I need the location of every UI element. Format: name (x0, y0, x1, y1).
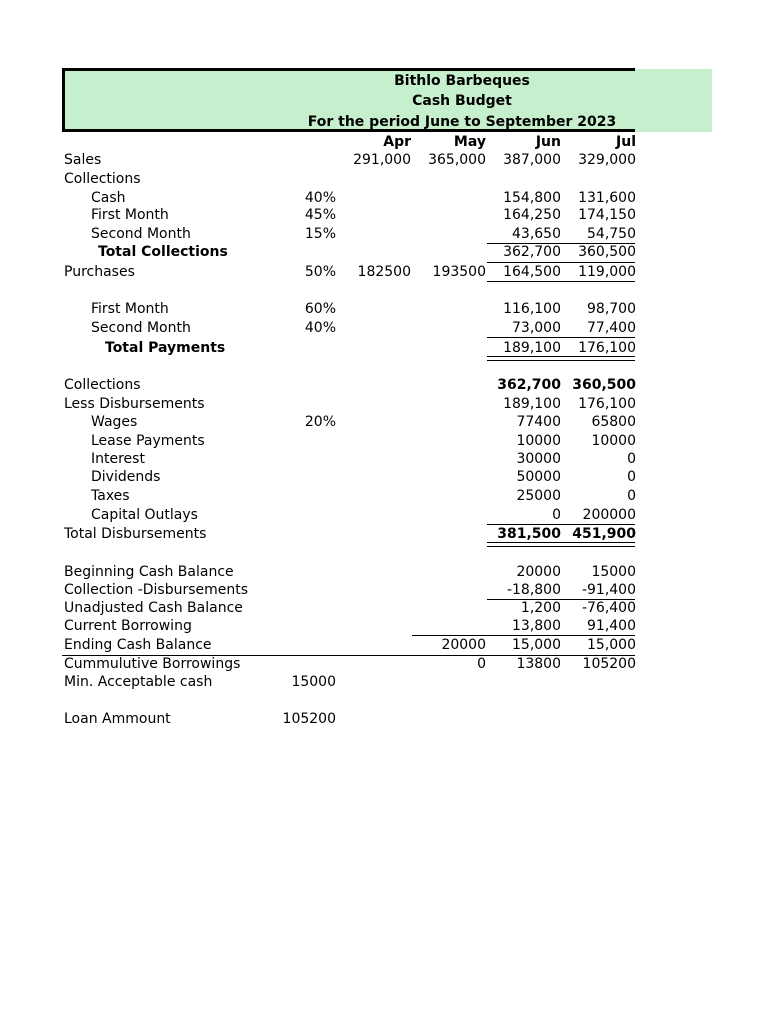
cell-jun: 116,100 (503, 301, 561, 317)
cell-jun: 15,000 (512, 637, 561, 653)
row-collections-2 (0, 376, 768, 394)
cell-pct: 50% (304, 264, 336, 280)
row-interest (0, 450, 768, 468)
cell-jun: 13800 (516, 656, 561, 672)
row-loan-amount (0, 710, 768, 728)
cell-may: 193500 (432, 264, 486, 280)
row-pay-first-month (0, 300, 768, 318)
cell-jul: 98,700 (587, 301, 636, 317)
row-less-disbursements (0, 395, 768, 413)
cell-jul: -76,400 (581, 600, 636, 616)
row-unadjusted-cash (0, 599, 768, 617)
report-period: For the period June to September 2023 (307, 114, 617, 130)
cell-jun: 189,100 (503, 340, 561, 356)
cell-jul: 15,000 (587, 637, 636, 653)
row-collections-head (0, 170, 768, 188)
cell-jun: 387,000 (503, 152, 561, 168)
cell-jul: 91,400 (587, 618, 636, 634)
row-label: Total Payments (105, 340, 226, 356)
row-label: Cummulutive Borrowings (64, 656, 241, 672)
cell-jul: 176,100 (578, 340, 636, 356)
row-label: Interest (91, 451, 145, 467)
cell-may: 0 (477, 656, 486, 672)
cell-jun: -18,800 (506, 582, 561, 598)
row-label: Sales (64, 152, 102, 168)
row-label: Loan Ammount (64, 711, 171, 727)
row-label: Taxes (91, 488, 130, 504)
cell-pct: 45% (304, 207, 336, 223)
cell-jul: 360,500 (578, 244, 636, 260)
cell-jul: 10000 (591, 433, 636, 449)
cell-jul: 174,150 (578, 207, 636, 223)
row-label: Wages (91, 414, 138, 430)
cell-jul: -91,400 (581, 582, 636, 598)
row-label: First Month (91, 301, 169, 317)
cell-jul: 15000 (591, 564, 636, 580)
col-may: May (453, 134, 486, 150)
cell-value: 15000 (291, 674, 336, 690)
cell-jun: 164,500 (503, 264, 561, 280)
row-label: Beginning Cash Balance (64, 564, 234, 580)
row-taxes (0, 487, 768, 505)
cell-jun: 362,700 (497, 377, 561, 393)
cell-jul: 65800 (591, 414, 636, 430)
row-label: Collections (64, 377, 141, 393)
cell-jun: 77400 (516, 414, 561, 430)
total-double-rule (487, 356, 635, 361)
subtotal-rule (487, 337, 635, 338)
row-label: Dividends (91, 469, 161, 485)
cell-may: 365,000 (428, 152, 486, 168)
row-total-disbursements (0, 525, 768, 543)
cell-jun: 20000 (516, 564, 561, 580)
cell-jul: 360,500 (572, 377, 636, 393)
row-total-collections (0, 243, 768, 261)
row-label: Cash (91, 190, 126, 206)
cell-jul: 119,000 (578, 264, 636, 280)
cell-pct: 40% (304, 320, 336, 336)
cell-jun: 1,200 (520, 600, 561, 616)
row-wages (0, 413, 768, 431)
cell-jun: 381,500 (497, 526, 561, 542)
column-header-row (0, 133, 768, 151)
row-label: First Month (91, 207, 169, 223)
cell-pct: 20% (304, 414, 336, 430)
cell-jun: 164,250 (503, 207, 561, 223)
cell-jul: 451,900 (572, 526, 636, 542)
cell-jun: 43,650 (512, 226, 561, 242)
cell-jul: 329,000 (578, 152, 636, 168)
row-current-borrowing (0, 617, 768, 635)
company-name: Bithlo Barbeques (394, 73, 530, 89)
cell-jun: 0 (552, 507, 561, 523)
row-capital-outlays (0, 506, 768, 524)
row-label: Total Collections (98, 244, 228, 260)
row-ending-cash (0, 636, 768, 654)
cell-jun: 25000 (516, 488, 561, 504)
row-label: Unadjusted Cash Balance (64, 600, 243, 616)
cell-jul: 105200 (582, 656, 636, 672)
cell-jul: 77,400 (587, 320, 636, 336)
cell-jun: 154,800 (503, 190, 561, 206)
cell-apr: 291,000 (353, 152, 411, 168)
row-min-cash (0, 673, 768, 691)
cell-jul: 176,100 (578, 396, 636, 412)
col-apr: Apr (383, 134, 411, 150)
cell-jul: 200000 (582, 507, 636, 523)
cell-pct: 15% (304, 226, 336, 242)
row-total-payments (0, 339, 768, 357)
row-sales (0, 151, 768, 169)
cell-pct: 40% (304, 190, 336, 206)
cell-jul: 131,600 (578, 190, 636, 206)
row-beginning-cash (0, 563, 768, 581)
cell-jun: 50000 (516, 469, 561, 485)
cell-jun: 73,000 (512, 320, 561, 336)
report-title: Cash Budget (412, 93, 512, 109)
row-pay-second-month (0, 319, 768, 337)
row-label: Lease Payments (91, 433, 205, 449)
cell-jun: 13,800 (512, 618, 561, 634)
row-label: Less Disbursements (64, 396, 205, 412)
row-purchases (0, 263, 768, 281)
cell-jul: 0 (627, 469, 636, 485)
cell-jun: 362,700 (503, 244, 561, 260)
row-label: Capital Outlays (91, 507, 198, 523)
subtotal-rule (487, 281, 635, 282)
total-double-rule (487, 542, 635, 547)
cell-jul: 0 (627, 451, 636, 467)
col-jun: Jun (535, 134, 561, 150)
row-label: Second Month (91, 320, 191, 336)
cell-jul: 0 (627, 488, 636, 504)
row-label: Collection -Disbursements (64, 582, 249, 598)
row-cumulative-borrowings (0, 655, 768, 673)
row-label: Current Borrowing (64, 618, 192, 634)
row-label: Total Disbursements (64, 526, 207, 542)
row-second-month (0, 225, 768, 243)
row-label: Purchases (64, 264, 135, 280)
cell-jul: 54,750 (587, 226, 636, 242)
row-label: Collections (64, 171, 141, 187)
row-label: Ending Cash Balance (64, 637, 212, 653)
cell-jun: 10000 (516, 433, 561, 449)
row-first-month (0, 206, 768, 224)
cell-jun: 189,100 (503, 396, 561, 412)
cell-pct: 60% (304, 301, 336, 317)
row-collection-disbursements (0, 581, 768, 599)
cell-value: 105200 (282, 711, 336, 727)
cell-jun: 30000 (516, 451, 561, 467)
cell-may: 20000 (441, 637, 486, 653)
row-lease-payments (0, 432, 768, 450)
col-jul: Jul (616, 134, 636, 150)
cell-apr: 182500 (357, 264, 411, 280)
row-label: Min. Acceptable cash (64, 674, 213, 690)
row-cash (0, 189, 768, 207)
row-label: Second Month (91, 226, 191, 242)
row-dividends (0, 468, 768, 486)
